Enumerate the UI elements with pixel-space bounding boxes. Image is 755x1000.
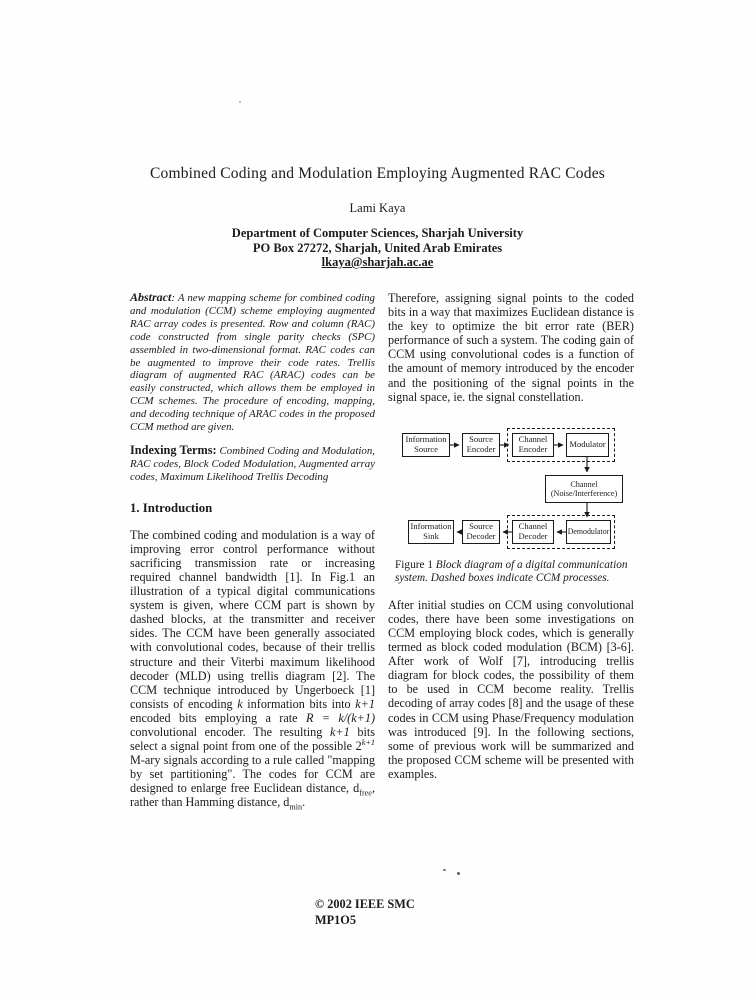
abstract-paragraph	[130, 291, 375, 434]
figure-caption	[395, 559, 635, 586]
left-column	[130, 291, 375, 810]
abstract-text: : A new mapping scheme for combined coding and modulation (CCM) scheme employing augmented RAC array codes is presented. Row and column (RAC) code constructed from single parity checks (SPC) assembled in two-dimensional format. RAC codes can be augmented to improve their code rates. Trellis diagram of augmented RAC (ARAC) codes can be easily constructed, which allows them be employed in CCM schemes. The procedure of encoding, mapping, and decoding technique of ARAC codes in the proposed CCM method are given.	[130, 292, 375, 434]
figure-1	[395, 428, 634, 586]
intro-text: bits select a signal point from one of the possible 2	[130, 725, 376, 754]
figure-caption-text: Block diagram of a digital communication system. Dashed boxes indicate CCM processes.	[395, 559, 628, 585]
var-k: k	[237, 696, 243, 711]
box-modulator: Modulator	[566, 433, 609, 457]
box-source-encoder: Source Encoder	[462, 433, 500, 457]
abstract-label: Abstract	[130, 290, 172, 304]
block-diagram	[395, 428, 629, 550]
figure-caption-label: Figure 1	[395, 559, 433, 571]
var-k-plus-1: k+1	[330, 725, 350, 739]
box-channel-decoder: Channel Decoder	[512, 520, 554, 544]
subscript-free: free	[359, 788, 372, 798]
introduction-paragraph	[130, 528, 375, 810]
rate-formula: R = k/(k+1)	[305, 710, 376, 725]
scan-speck	[457, 872, 460, 875]
box-demodulator: Demodulator	[566, 520, 611, 544]
affiliation-block	[0, 226, 755, 270]
address-line: PO Box 27272, Sharjah, United Arab Emirates	[252, 240, 503, 255]
author-name: Lami Kaya	[349, 201, 406, 215]
page-footer	[315, 897, 415, 928]
intro-text: convolutional encoder. The resulting	[130, 725, 330, 739]
affiliation-line: Department of Computer Sciences, Sharjah University	[231, 226, 524, 240]
intro-text: encoded bits employing a rate	[130, 710, 306, 725]
scan-speck	[239, 101, 241, 103]
intro-text: M-ary signals according to a rule called "mapping by set partitioning". The codes for CCM are designed to enlarge free Euclidean distance, d	[130, 753, 375, 796]
copyright-line: © 2002 IEEE SMC	[315, 897, 415, 911]
exponent-k-plus-1: k+1	[361, 738, 375, 748]
box-source-decoder: Source Decoder	[462, 520, 500, 544]
intro-text: , rather than Hamming distance, d	[130, 781, 375, 810]
indexing-terms-label: Indexing Terms:	[130, 442, 217, 457]
two-column-body	[130, 291, 634, 810]
intro-text: .	[302, 795, 306, 810]
box-information-source: Information Source	[402, 433, 450, 457]
paper-id-line: MP1O5	[315, 912, 356, 927]
indexing-terms-paragraph	[130, 444, 375, 484]
right-column	[388, 291, 634, 810]
indexing-terms-text: Combined Coding and Modulation, RAC codes, Block Coded Modulation, Augmented array codes, Maximum Likelihood Trellis Decoding	[130, 444, 375, 483]
intro-text: The combined coding and modulation is a way of improving error control performance without sacrificing transmission rate or increasing required channel bandwidth [1]. In Fig.1 an illustration of a typical digital communications system is given, where CCM part is shown by dashed blocks, at the transmitter and receiver sides. The CCM have been generally associated with convolutional codes, because of their trellis structure and their Viterbi maximum likelihood decoder (MLD) using trellis diagram [2]. The CCM technique introduced by Ungerboeck [1] consists of encoding	[130, 527, 375, 711]
intro-text: information bits into	[242, 696, 356, 711]
section-heading-introduction: 1. Introduction	[130, 500, 213, 515]
box-channel-encoder: Channel Encoder	[512, 433, 554, 457]
scan-speck	[443, 869, 446, 871]
box-channel: Channel (Noise/Interference)	[545, 475, 623, 503]
paper-title: Combined Coding and Modulation Employing Augmented RAC Codes	[149, 165, 606, 182]
email-address: lkaya@sharjah.ac.ae	[321, 255, 434, 270]
var-k-plus-1: k+1	[355, 696, 375, 711]
right-paragraph-1: Therefore, assigning signal points to the coded bits in a way that maximizes Euclidean distance is the key to optimize the bit error rate (BER) performance of such a system. The coding gain of CCM using convolutional codes is a function of the amount of memory introduced by the encoder and the positioning of the signal points in the signal space, ie. the signal constellation.	[388, 291, 634, 404]
box-information-sink: Information Sink	[408, 520, 454, 544]
subscript-min: min	[289, 802, 303, 812]
right-paragraph-2: After initial studies on CCM using convolutional codes, there have been some investigations on CCM employing block codes, which is generally termed as block coded modulation (BCM) [3-6]. After work of Wolf [7], introducing trellis diagram for block codes, the possibility of them to be used in CCM become reality. Trellis decoding of array codes [8] and the usage of these codes in CCM using Phase/Frequency modulation was introduced [9]. In the following sections, some of previous work will be summarized and the proposed CCM scheme will be presented with examples.	[388, 597, 634, 781]
